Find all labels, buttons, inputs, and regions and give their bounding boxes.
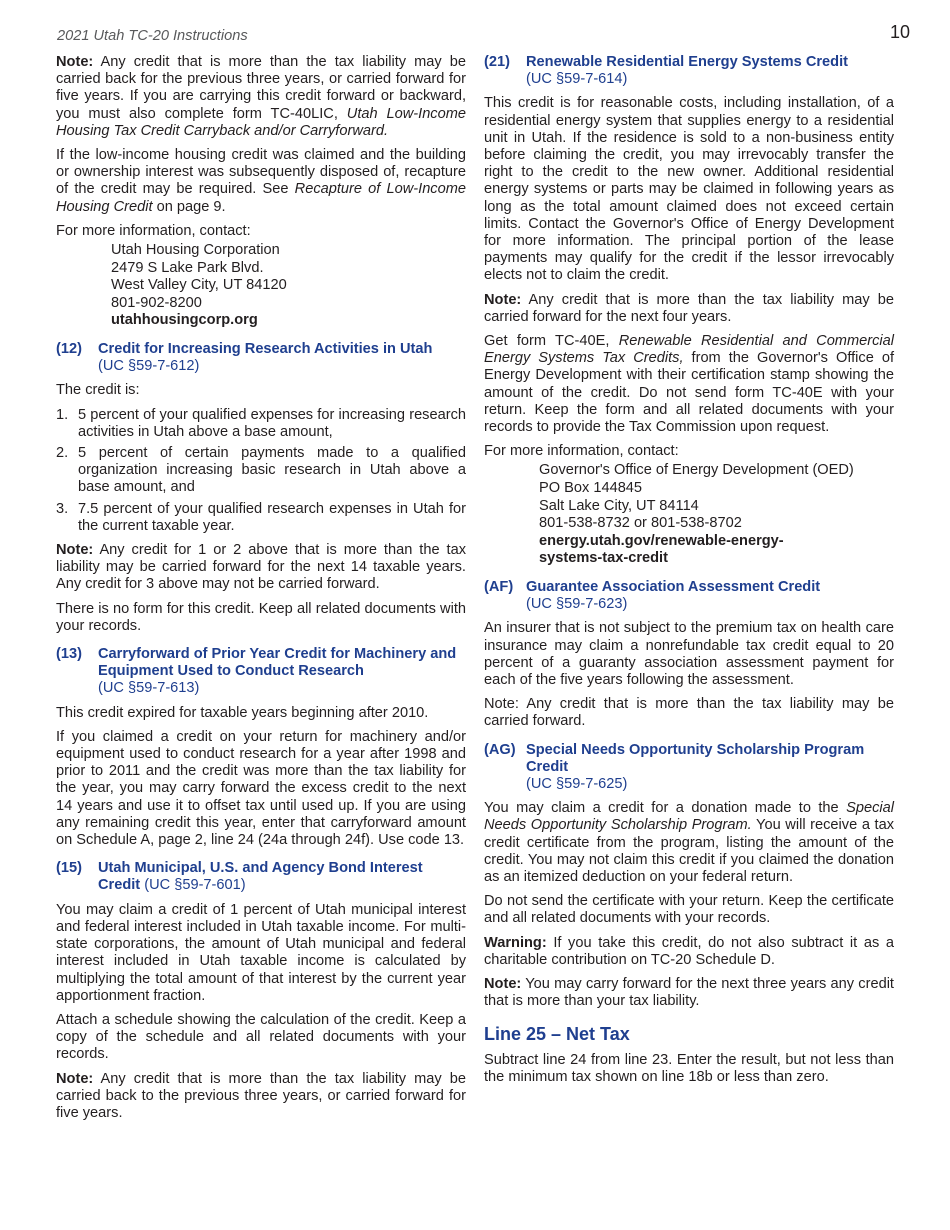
- paragraph: An insurer that is not subject to the premium tax on health care insurance may claim a nonrefundable tax credit equal to 20 percent of a guaranty association assessment payment for each of the five years following the assessment.: [484, 620, 894, 689]
- paragraph: You may claim a credit of 1 percent of Utah municipal interest and federal interest included in Utah taxable income. For multi-state corporations, the amount of Utah municipal and federal interest included in Utah taxable income is calculated by multiplying the total amount of that interest by the current year apportionment fraction.: [56, 901, 466, 1004]
- note-paragraph: Note: Any credit that is more than the tax liability may be carried back for the previous three years, or carried forward for five years. If you are carrying this credit forward or backward, you must also complete form TC-40LIC, Utah Low-Income Housing Tax Credit Carryback and/or Carryforward.: [56, 54, 466, 139]
- paragraph: This credit is for reasonable costs, including installation, of a residential energy system that supplies energy to a residential unit in Utah. If the residence is sold to a non-business entity before claiming the credit, you may irrevocably transfer the right to the credit to the new owner. Additional residential energy systems or parts may be claimed in following years as long as the total amount claimed does not exceed certain limits. Contact the Governor's Office of Energy Development for more information. The principal portion of the lease payments may qualify for the credit if the lessor irrevocably elects not to claim the credit.: [484, 95, 894, 284]
- contact-phone: 801-902-8200: [111, 294, 202, 311]
- paragraph: Attach a schedule showing the calculation of the credit. Keep a copy of the schedule and all related documents with your records.: [56, 1011, 466, 1063]
- paragraph: Get form TC-40E, Renewable Residential and Commercial Energy Systems Tax Credits, from the Governor's Office of Energy Development with their certification stamp showing the amount of the credit. Do not send form TC-40E with your return. Keep the form and all related documents with your records to provide the Tax Commission upon request.: [484, 333, 894, 436]
- contact-line: PO Box 144845: [539, 480, 643, 497]
- list-item: 3. 7.5 percent of your qualified research expenses in Utah for the current taxable year.: [56, 500, 466, 534]
- note-paragraph: Note: Any credit for 1 or 2 above that is more than the tax liability may be carried forward for the next 14 taxable years. Any credit for 3 above may not be carried forward.: [56, 542, 466, 593]
- right-column: [484, 54, 894, 1093]
- section-intro: The credit is:: [56, 382, 140, 399]
- list-item: 1. 5 percent of your qualified expenses for increasing research activities in Utah above a base amount,: [56, 406, 466, 440]
- contact-website-link[interactable]: systems-tax-credit: [539, 550, 668, 567]
- contact-phone: 801-538-8732 or 801-538-8702: [539, 515, 742, 532]
- left-column: [56, 54, 466, 1129]
- contact-intro: For more information, contact:: [484, 443, 679, 460]
- contact-intro: For more information, contact:: [56, 222, 251, 239]
- paragraph: Note: Any credit that is more than the tax liability may be carried forward.: [484, 696, 894, 730]
- paragraph: Subtract line 24 from line 23. Enter the result, but not less than the minimum tax shown on line 18b or less than zero.: [484, 1051, 894, 1085]
- paragraph: This credit expired for taxable years beginning after 2010.: [56, 704, 429, 721]
- document-title: 2021 Utah TC-20 Instructions: [57, 28, 248, 44]
- credit-list: [56, 407, 466, 535]
- section-heading-af: (AF) Guarantee Association Assessment Credit (UC §59-7-623): [484, 579, 821, 613]
- contact-address: [56, 242, 466, 330]
- list-item: 2. 5 percent of certain payments made to a qualified organization increasing basic research in Utah above a base amount, and: [56, 445, 466, 496]
- recapture-paragraph: If the low-income housing credit was claimed and the building or ownership interest was subsequently disposed of, recapture of the credit may be required. See Recapture of Low-Income Housing Credit on page 9.: [56, 147, 466, 215]
- paragraph: Do not send the certificate with your return. Keep the certificate and all related documents with your records.: [484, 893, 894, 927]
- line-25-heading: Line 25 – Net Tax: [484, 1023, 630, 1044]
- section-heading-15: (15) Utah Municipal, U.S. and Agency Bond Interest Credit (UC §59-7-601): [56, 860, 423, 894]
- section-heading-12: (12) Credit for Increasing Research Activities in Utah (UC §59-7-612): [56, 341, 433, 375]
- page-number: 10: [889, 22, 910, 42]
- contact-address: [484, 462, 894, 568]
- paragraph: There is no form for this credit. Keep all related documents with your records.: [56, 600, 466, 634]
- contact-line: Salt Lake City, UT 84114: [539, 497, 699, 514]
- section-heading-ag: (AG) Special Needs Opportunity Scholarship Program Credit (UC §59-7-625): [484, 741, 865, 793]
- contact-line: 2479 S Lake Park Blvd.: [111, 259, 264, 276]
- paragraph: You may claim a credit for a donation made to the Special Needs Opportunity Scholarship Program. You will receive a tax credit certificate from the program, listing the amount of the credit. You may not claim this credit if you claimed the donation as an itemized deduction on your federal return.: [484, 800, 895, 886]
- contact-line: Utah Housing Corporation: [111, 242, 280, 259]
- note-paragraph: Note: Any credit that is more than the tax liability may be carried forward for the next four years.: [484, 291, 894, 325]
- note-paragraph: Note: Any credit that is more than the tax liability may be carried back to the previous three years, or carried forward for five years.: [56, 1070, 466, 1121]
- contact-website-link[interactable]: utahhousingcorp.org: [111, 312, 258, 329]
- contact-website-link[interactable]: energy.utah.gov/renewable-energy-: [539, 532, 784, 549]
- section-heading-21: (21) Renewable Residential Energy Systems Credit (UC §59-7-614): [484, 54, 848, 88]
- warning-paragraph: Warning: If you take this credit, do not also subtract it as a charitable contribution on TC-20 Schedule D.: [484, 934, 894, 968]
- section-heading-13: (13) Carryforward of Prior Year Credit for Machinery and Equipment Used to Conduct Research (UC §59-7-613): [56, 646, 457, 697]
- paragraph: If you claimed a credit on your return for machinery and/or equipment used to conduct research for a year after 1998 and prior to 2011 and the credit was more than the tax liability for the year, you may carry forward the excess credit to the next 14 years and use it to offset tax until used up. If you are using any remaining credit this year, enter that carryforward amount on Schedule A, page 2, line 24 (24a through 24f). Use code 13.: [56, 728, 466, 849]
- note-paragraph: Note: You may carry forward for the next three years any credit that is more than your tax liability.: [484, 976, 894, 1010]
- contact-line: Governor's Office of Energy Development (OED): [539, 462, 854, 479]
- contact-line: West Valley City, UT 84120: [111, 277, 287, 294]
